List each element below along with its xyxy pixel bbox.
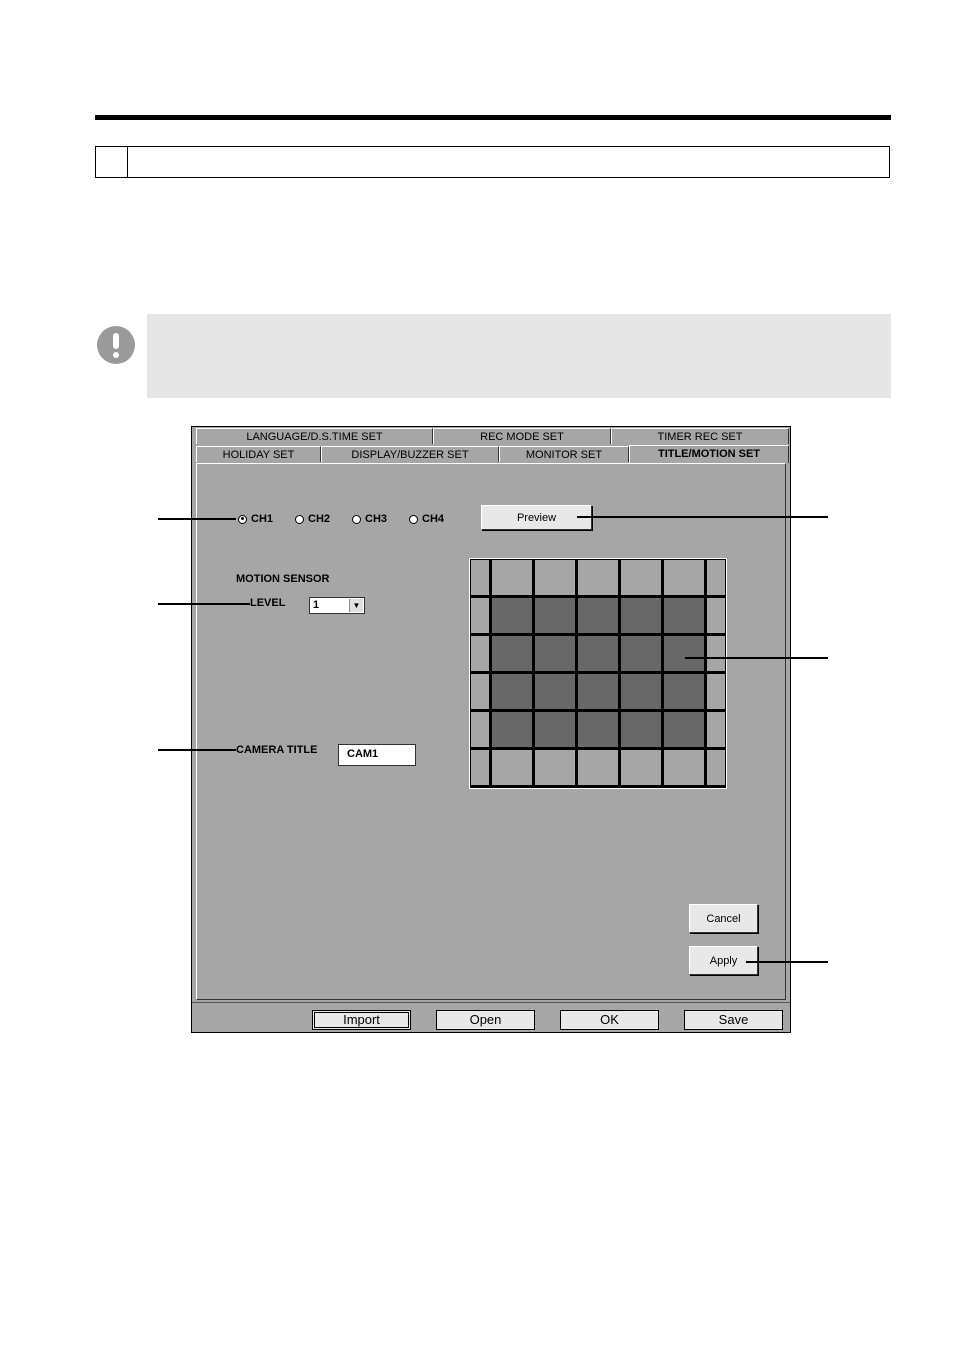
radio-ch1[interactable] bbox=[238, 513, 273, 525]
level-label: LEVEL bbox=[250, 597, 286, 609]
radio-ch3-circle bbox=[352, 515, 361, 524]
motion-cell-active[interactable] bbox=[621, 636, 661, 671]
motion-cell-active[interactable] bbox=[621, 674, 661, 709]
motion-cell-inactive[interactable] bbox=[707, 598, 725, 633]
motion-cell-inactive[interactable] bbox=[621, 560, 661, 595]
tab-timer-rec[interactable]: TIMER REC SET bbox=[611, 428, 789, 444]
motion-cell-inactive[interactable] bbox=[664, 750, 704, 785]
motion-cell-inactive[interactable] bbox=[492, 750, 532, 785]
motion-cell-inactive[interactable] bbox=[621, 750, 661, 785]
radio-ch2-label: CH2 bbox=[308, 513, 331, 525]
radio-ch4-label: CH4 bbox=[422, 513, 445, 525]
motion-cell-active[interactable] bbox=[492, 712, 532, 747]
motion-cell-active[interactable] bbox=[578, 674, 618, 709]
tab-language-dst[interactable]: LANGUAGE/D.S.TIME SET bbox=[196, 428, 433, 444]
open-button[interactable]: Open bbox=[436, 1010, 535, 1030]
motion-cell-active[interactable] bbox=[621, 598, 661, 633]
radio-ch3[interactable] bbox=[352, 513, 387, 525]
save-button[interactable]: Save bbox=[684, 1010, 783, 1030]
motion-cell-inactive[interactable] bbox=[707, 750, 725, 785]
motion-sensor-label: MOTION SENSOR bbox=[236, 573, 330, 585]
motion-cell-inactive[interactable] bbox=[471, 636, 489, 671]
motion-cell-inactive[interactable] bbox=[492, 560, 532, 595]
callout-line-channel bbox=[158, 518, 236, 520]
import-button[interactable]: Import bbox=[312, 1010, 411, 1030]
callout-line-grid bbox=[685, 657, 828, 659]
callout-line-camera-title bbox=[158, 749, 236, 751]
callout-line-preview bbox=[577, 516, 828, 518]
motion-cell-active[interactable] bbox=[664, 598, 704, 633]
motion-cell-inactive[interactable] bbox=[707, 636, 725, 671]
tab-title-motion[interactable]: TITLE/MOTION SET bbox=[629, 445, 789, 463]
motion-cell-inactive[interactable] bbox=[664, 560, 704, 595]
motion-cell-inactive[interactable] bbox=[707, 560, 725, 595]
motion-cell-inactive[interactable] bbox=[535, 560, 575, 595]
radio-ch1-circle bbox=[238, 515, 247, 524]
motion-cell-active[interactable] bbox=[664, 712, 704, 747]
motion-cell-active[interactable] bbox=[492, 598, 532, 633]
tab-holiday[interactable]: HOLIDAY SET bbox=[196, 446, 321, 462]
motion-cell-active[interactable] bbox=[578, 712, 618, 747]
level-select[interactable] bbox=[309, 597, 365, 614]
motion-cell-inactive[interactable] bbox=[471, 598, 489, 633]
section-header-box bbox=[95, 146, 890, 178]
motion-cell-active[interactable] bbox=[664, 636, 704, 671]
top-rule bbox=[95, 115, 891, 120]
level-select-value: 1 bbox=[313, 599, 320, 611]
camera-title-label: CAMERA TITLE bbox=[236, 744, 318, 756]
chevron-down-icon[interactable]: ▼ bbox=[349, 599, 363, 612]
radio-ch1-label: CH1 bbox=[251, 513, 274, 525]
caution-icon bbox=[97, 326, 135, 364]
motion-cell-inactive[interactable] bbox=[578, 750, 618, 785]
ok-button[interactable]: OK bbox=[560, 1010, 659, 1030]
preview-button[interactable]: Preview bbox=[481, 505, 592, 530]
motion-cell-active[interactable] bbox=[578, 636, 618, 671]
motion-cell-inactive[interactable] bbox=[535, 750, 575, 785]
motion-cell-active[interactable] bbox=[535, 598, 575, 633]
radio-ch2[interactable] bbox=[295, 513, 330, 525]
tab-display-buzzer[interactable]: DISPLAY/BUZZER SET bbox=[321, 446, 499, 462]
apply-button[interactable]: Apply bbox=[689, 946, 758, 975]
dialog-bottom-bar bbox=[192, 1002, 790, 1033]
callout-line-apply bbox=[746, 961, 828, 963]
motion-cell-active[interactable] bbox=[492, 674, 532, 709]
motion-cell-active[interactable] bbox=[664, 674, 704, 709]
motion-cell-active[interactable] bbox=[535, 636, 575, 671]
tab-rec-mode[interactable]: REC MODE SET bbox=[433, 428, 611, 444]
motion-cell-inactive[interactable] bbox=[471, 674, 489, 709]
callout-line-level bbox=[158, 603, 250, 605]
motion-cell-active[interactable] bbox=[535, 674, 575, 709]
cancel-button[interactable]: Cancel bbox=[689, 904, 758, 933]
motion-cell-inactive[interactable] bbox=[707, 674, 725, 709]
tab-monitor[interactable]: MONITOR SET bbox=[499, 446, 629, 462]
note-box bbox=[147, 314, 891, 398]
radio-ch2-circle bbox=[295, 515, 304, 524]
radio-ch4[interactable] bbox=[409, 513, 444, 525]
radio-ch4-circle bbox=[409, 515, 418, 524]
motion-cell-active[interactable] bbox=[535, 712, 575, 747]
motion-area-grid[interactable] bbox=[469, 558, 727, 789]
motion-cell-inactive[interactable] bbox=[471, 750, 489, 785]
radio-ch3-label: CH3 bbox=[365, 513, 388, 525]
motion-cell-active[interactable] bbox=[492, 636, 532, 671]
motion-cell-inactive[interactable] bbox=[707, 712, 725, 747]
motion-cell-inactive[interactable] bbox=[578, 560, 618, 595]
camera-title-input[interactable]: CAM1 bbox=[338, 744, 416, 766]
motion-cell-active[interactable] bbox=[578, 598, 618, 633]
motion-cell-active[interactable] bbox=[621, 712, 661, 747]
header-box-divider bbox=[127, 147, 128, 177]
motion-cell-inactive[interactable] bbox=[471, 560, 489, 595]
motion-cell-inactive[interactable] bbox=[471, 712, 489, 747]
